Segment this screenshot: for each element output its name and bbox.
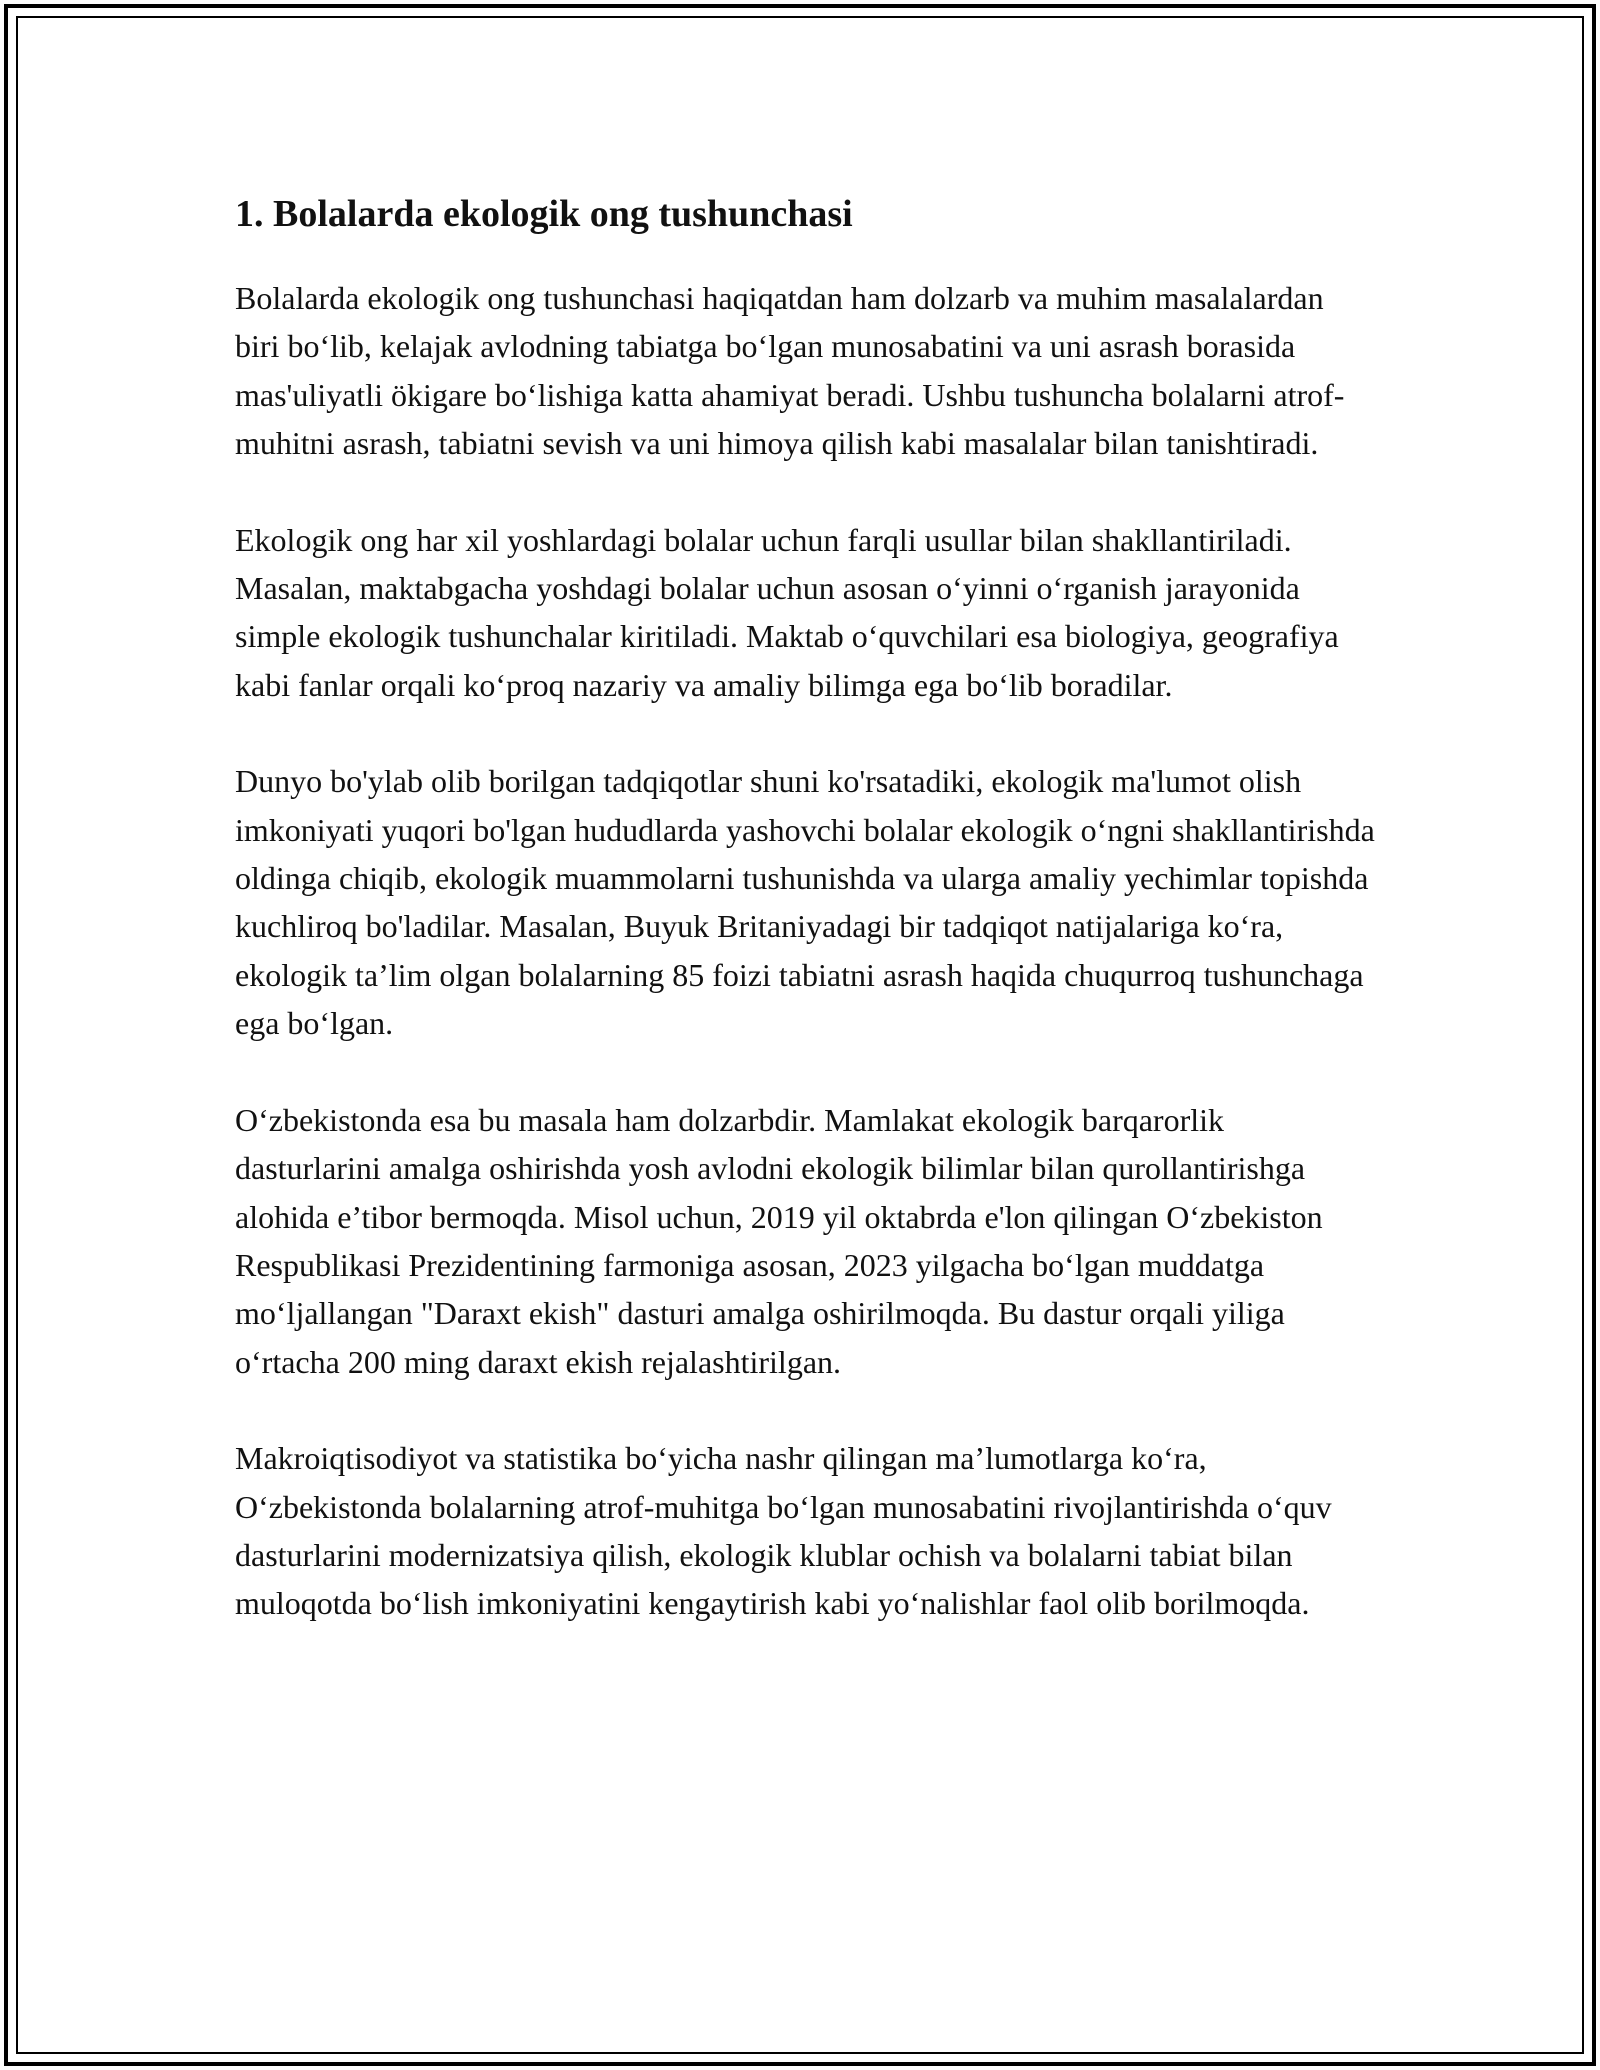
paragraph-2: Ekologik ong har xil yoshlardagi bolalar uchun farqli usullar bilan shakllantiriladi. Masalan, maktabgacha yoshdagi bolalar uchun asosan o‘yinni o‘rganish jarayonida simple ekologik tushunchalar kiritiladi. Maktab o‘quvchilari esa biologiya, geografiya kabi fanlar orqali ko‘proq nazariy va amaliy bilimga ega bo‘lib boradilar. (235, 521, 1339, 703)
section-heading: 1. Bolalarda ekologik ong tushunchasi (235, 193, 853, 235)
paragraph-1: Bolalarda ekologik ong tushunchasi haqiqatdan ham dolzarb va muhim masalalardan biri bo‘lib, kelajak avlodning tabiatga bo‘lgan munosabatini va uni asrash borasida mas'uliyatli ökigare bo‘lishiga katta ahamiyat beradi. Ushbu tushuncha bolalarni atrof-muhitni asrash, tabiatni sevish va uni himoya qilish kabi masalalar bilan tanishtiradi. (235, 280, 1345, 462)
paragraph-5: Makroiqtisodiyot va statistika bo‘yicha nashr qilingan ma’lumotlarga ko‘ra, O‘zbekistonda bolalarning atrof-muhitga bo‘lgan munosabatini rivojlantirishda o‘quv dasturlarini modernizatsiya qilish, ekologik klublar ochish va bolalarni tabiat bilan muloqotda bo‘lish imkoniyatini kengaytirish kabi yo‘nalishlar faol olib borilmoqda. (235, 1440, 1332, 1622)
document-body (235, 188, 1375, 1628)
paragraph-3: Dunyo bo'ylab olib borilgan tadqiqotlar shuni ko'rsatadiki, ekologik ma'lumot olish imkoniyati yuqori bo'lgan hududlarda yashovchi bolalar ekologik o‘ngni shakllantirishda oldinga chiqib, ekologik muammolarni tushunishda va ularga amaliy yechimlar topishda kuchliroq bo'ladilar. Masalan, Buyuk Britaniyadagi bir tadqiqot natijalariga ko‘ra, ekologik ta’lim olgan bolalarning 85 foizi tabiatni asrash haqida chuqurroq tushunchaga ega bo‘lgan. (235, 763, 1375, 1042)
paragraph-4: O‘zbekistonda esa bu masala ham dolzarbdir. Mamlakat ekologik barqarorlik dasturlarini amalga oshirishda yosh avlodni ekologik bilimlar bilan qurollantirishga alohida e’tibor bermoqda. Misol uchun, 2019 yil oktabrda e'lon qilingan O‘zbekiston Respublikasi Prezidentining farmoniga asosan, 2023 yilgacha bo‘lgan muddatga mo‘ljallangan "Daraxt ekish" dasturi amalga oshirilmoqda. Bu dastur orqali yiliga o‘rtacha 200 ming daraxt ekish rejalashtirilgan. (235, 1101, 1323, 1380)
